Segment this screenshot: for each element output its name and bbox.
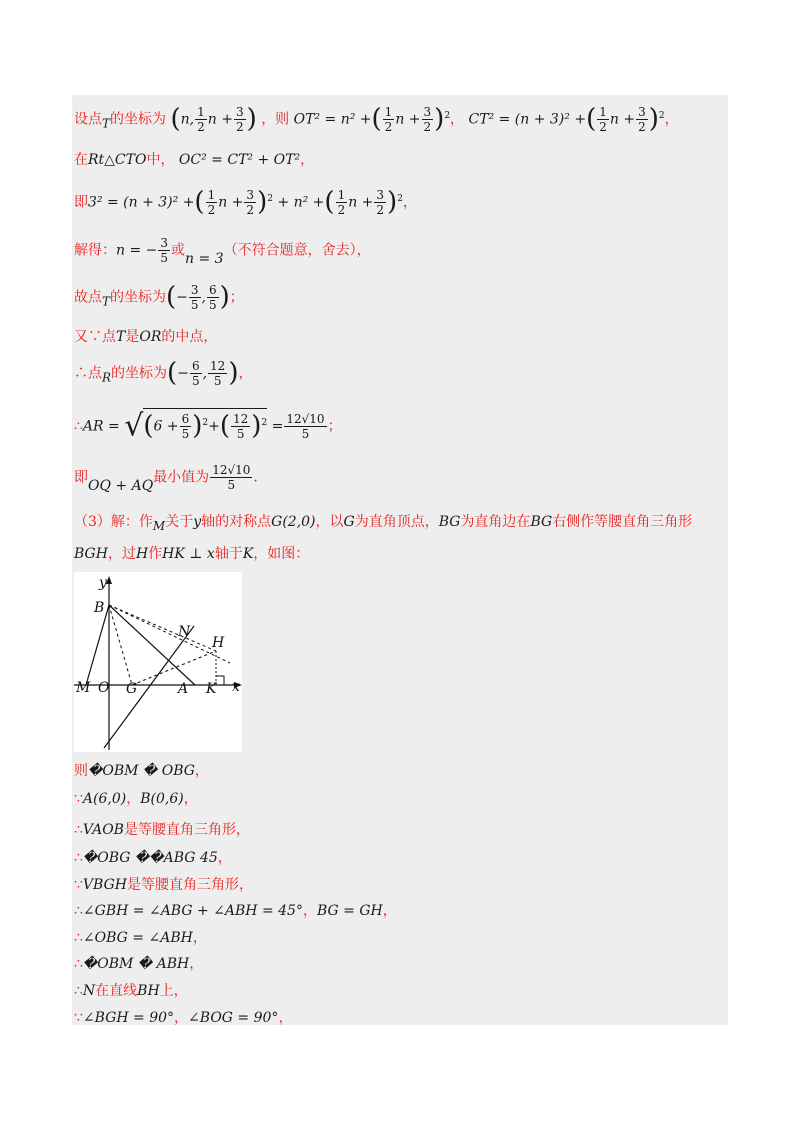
text: 设点	[74, 111, 102, 128]
segment-BM	[86, 605, 109, 685]
line-10: （3）解：作$_M$关于y轴的对称点G(2,0)，以G为直角顶点，BG为直角边在BG右侧作等腰直角三角形	[74, 514, 693, 533]
line-6: 又∵点T是OR的中点，	[74, 329, 218, 345]
label-N: N	[178, 624, 191, 640]
geometry-figure	[74, 572, 242, 752]
line-BN-dashed	[109, 605, 230, 663]
line-7: ∴点$_R$的坐标为(− $\frac{6}{5}$ , $\frac{12}{5}$ )，	[74, 358, 253, 389]
line-1: 设点$_T$的坐标为 (n, $\frac{1}{2}$ n + $\frac{3}{2}$ ) ，则 OT² = n² +( $\frac{1}{2}$ n + $\frac{3}{2}$ )$^2$， CT² = (n + 3)² +( $\frac{1}{2}$ n + $\frac{3}{2}$ )$^2$，	[74, 104, 679, 135]
line-18: ∴∠OBG = ∠ABH，	[74, 930, 207, 946]
var-T: T	[102, 116, 111, 131]
line-3: 即3² = (n + 3)² +( $\frac{1}{2}$ n + $\frac{3}{2}$ )$^2$ + n² +( $\frac{1}{2}$ n + $\frac{3}{2}$ )$^2$，	[74, 187, 417, 218]
line-8: ∴AR = √(6 + $\frac{6}{5}$ )$^2$+( $\frac{12}{5}$ )$^2$ = $\frac{12√10}{5}$ ；	[74, 408, 342, 444]
math: CT² = (n + 3)² +	[468, 111, 587, 128]
text: ，则	[261, 111, 290, 128]
line-11: BGH，过H作HK ⊥ x轴于K，如图：	[74, 546, 310, 562]
text: 的坐标为	[110, 111, 167, 128]
label-y: y	[99, 575, 107, 591]
right-angle-mark	[216, 676, 224, 685]
fraction-1-2: $\frac{1}{2}$	[197, 105, 205, 135]
segment-BH-dashed	[109, 605, 216, 651]
line-4: 解得：n = − $\frac{3}{5}$ 或n = 3（不符合题意，舍去），	[74, 236, 371, 267]
line-16: ∵VBGH是等腰直角三角形，	[74, 877, 253, 893]
paren: (	[170, 104, 181, 134]
line-20: ∴N在直线BH上，	[74, 983, 188, 999]
fraction-3-2: $\frac{3}{2}$	[235, 105, 244, 135]
label-B: B	[94, 600, 105, 616]
line-21: ∵∠BGH = 90°，∠BOG = 90°，	[74, 1010, 293, 1026]
line-5: 故点$_T$的坐标为(− $\frac{3}{5}$ , $\frac{6}{5}$ )；	[74, 282, 244, 313]
line-13: ∵A(6,0)，B(0,6)，	[74, 791, 198, 807]
line-12: 则�OBM � OBG，	[74, 763, 209, 779]
label-M: M	[76, 680, 91, 696]
label-H: H	[212, 635, 225, 651]
label-A: A	[178, 681, 189, 697]
line-14: ∴VAOB是等腰直角三角形，	[74, 822, 250, 838]
line-2: 在Rt△CTO中， OC² = CT² + OT²，	[74, 152, 315, 168]
math: n +	[207, 111, 233, 128]
segment-BA	[109, 605, 195, 685]
segment-BG-dashed	[109, 605, 132, 685]
label-O: O	[98, 680, 110, 696]
segment-GH-dashed	[132, 651, 216, 685]
label-x: x	[232, 679, 240, 695]
line-17: ∴∠GBH = ∠ABG + ∠ABH = 45°，BG = GH，	[74, 903, 397, 919]
math: n,	[180, 111, 195, 128]
math: OT² = n² +	[293, 111, 372, 128]
line-15: ∴�OBG ��ABG 45，	[74, 850, 232, 866]
line-19: ∴�OBM � ABH，	[74, 956, 204, 972]
label-K: K	[206, 681, 217, 697]
line-9: 即OQ + AQ最小值为 $\frac{12√10}{5}$ ．	[74, 463, 268, 494]
label-G: G	[126, 681, 138, 697]
